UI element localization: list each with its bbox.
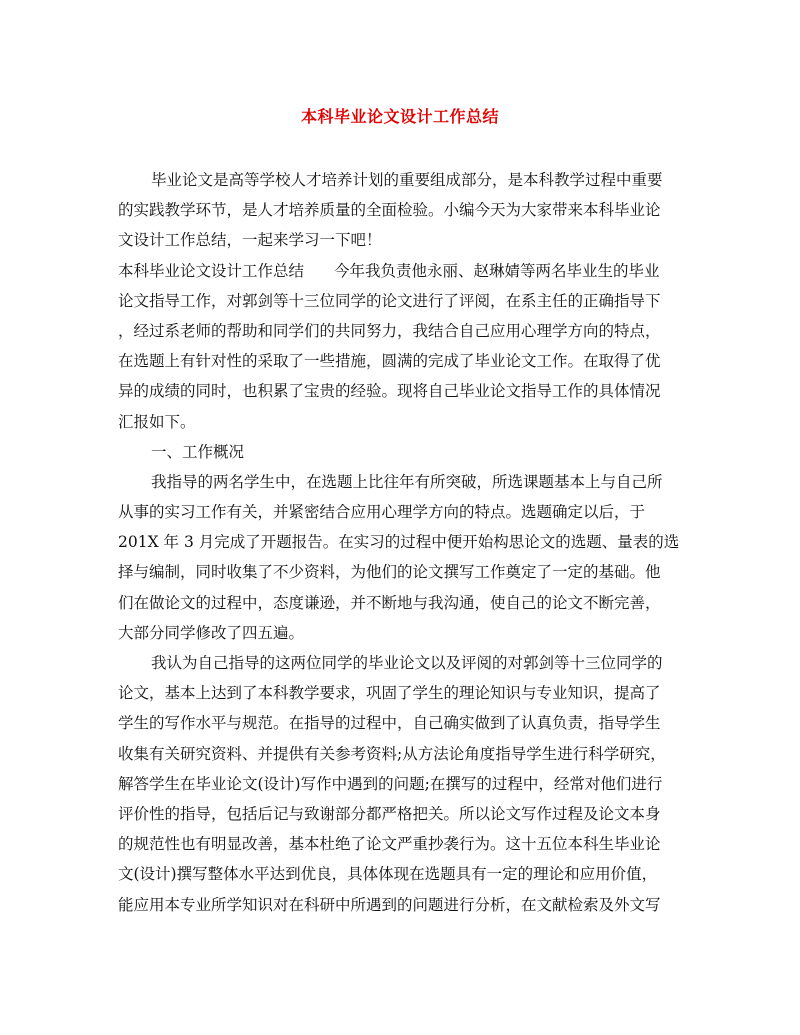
paragraph-line: 异的成绩的同时，也积累了宝贵的经验。现将自己毕业论文指导工作的具体情况 (118, 382, 661, 401)
paragraph-line: 文设计工作总结，一起来学习一下吧！ (118, 231, 382, 250)
document-body (118, 165, 692, 920)
paragraph-text: 今年我负责他永丽、赵琳婧等两名毕业生的毕业 (334, 261, 660, 280)
paragraph-line: 汇报如下。 (118, 412, 196, 431)
paragraph-line: 大部分同学修改了四五遍。 (118, 623, 305, 642)
paragraph-line: 收集有关研究资料、并提供有关参考资料;从方法论角度指导学生进行科学研究， (118, 744, 666, 763)
paragraph-line: 我认为自己指导的这两位同学的毕业论文以及评阅的对郭剑等十三位同学的 (151, 654, 663, 672)
paragraph-line: 从事的实习工作有关，并紧密结合应用心理学方向的特点。选题确定以后，于 (118, 503, 646, 522)
paragraph-line: 们在做论文的过程中，态度谦逊，并不断地与我沟通，使自己的论文不断完善， (118, 593, 661, 612)
paragraph-line: 的实践教学环节，是人才培养质量的全面检验。小编今天为大家带来本科毕业论 (118, 201, 661, 220)
inline-heading: 本科毕业论文设计工作总结 (118, 261, 305, 280)
section-heading: 一、工作概况 (151, 442, 245, 461)
paragraph-line: 的规范性也有明显改善，基本杜绝了论文严重抄袭行为。这十五位本科生毕业论 (118, 835, 661, 854)
paragraph-line: 毕业论文是高等学校人才培养计划的重要组成部分，是本科教学过程中重要 (151, 171, 663, 189)
paragraph-line: 文(设计)撰写整体水平达到优良，具体体现在选题具有一定的理论和应用价值， (118, 865, 658, 884)
paragraph-line: 我指导的两名学生中，在选题上比往年有所突破，所选课题基本上与自己所 (151, 472, 663, 491)
paragraph-line: 201X 年 3 月完成了开题报告。在实习的过程中便开始构思论文的选题、量表的选 (118, 533, 680, 552)
paragraph-line: 论文指导工作，对郭剑等十三位同学的论文进行了评阅，在系主任的正确指导下 (118, 291, 661, 310)
paragraph-line: 论文，基本上达到了本科教学要求，巩固了学生的理论知识与专业知识，提高了 (118, 684, 661, 703)
paragraph-line: 评价性的指导，包括后记与致谢部分都严格把关。所以论文写作过程及论文本身 (118, 804, 661, 823)
paragraph-line: 解答学生在毕业论文(设计)写作中遇到的问题;在撰写的过程中，经常对他们进行 (118, 774, 663, 793)
paragraph-line: 能应用本专业所学知识对在科研中所遇到的问题进行分析，在文献检索及外文写 (118, 895, 661, 914)
document-title: 本科毕业论文设计工作总结 (300, 107, 499, 126)
paragraph-line: 在选题上有针对性的采取了一些措施，圆满的完成了毕业论文工作。在取得了优 (118, 352, 661, 371)
paragraph-line: 择与编制，同时收集了不少资料，为他们的论文撰写工作奠定了一定的基础。他 (118, 563, 661, 582)
paragraph-line (118, 256, 692, 286)
paragraph-line: 学生的写作水平与规范。在指导的过程中，自己确实做到了认真负责，指导学生 (118, 714, 661, 733)
paragraph-line: ，经过系老师的帮助和同学们的共同努力，我结合自己应用心理学方向的特点， (118, 321, 661, 340)
